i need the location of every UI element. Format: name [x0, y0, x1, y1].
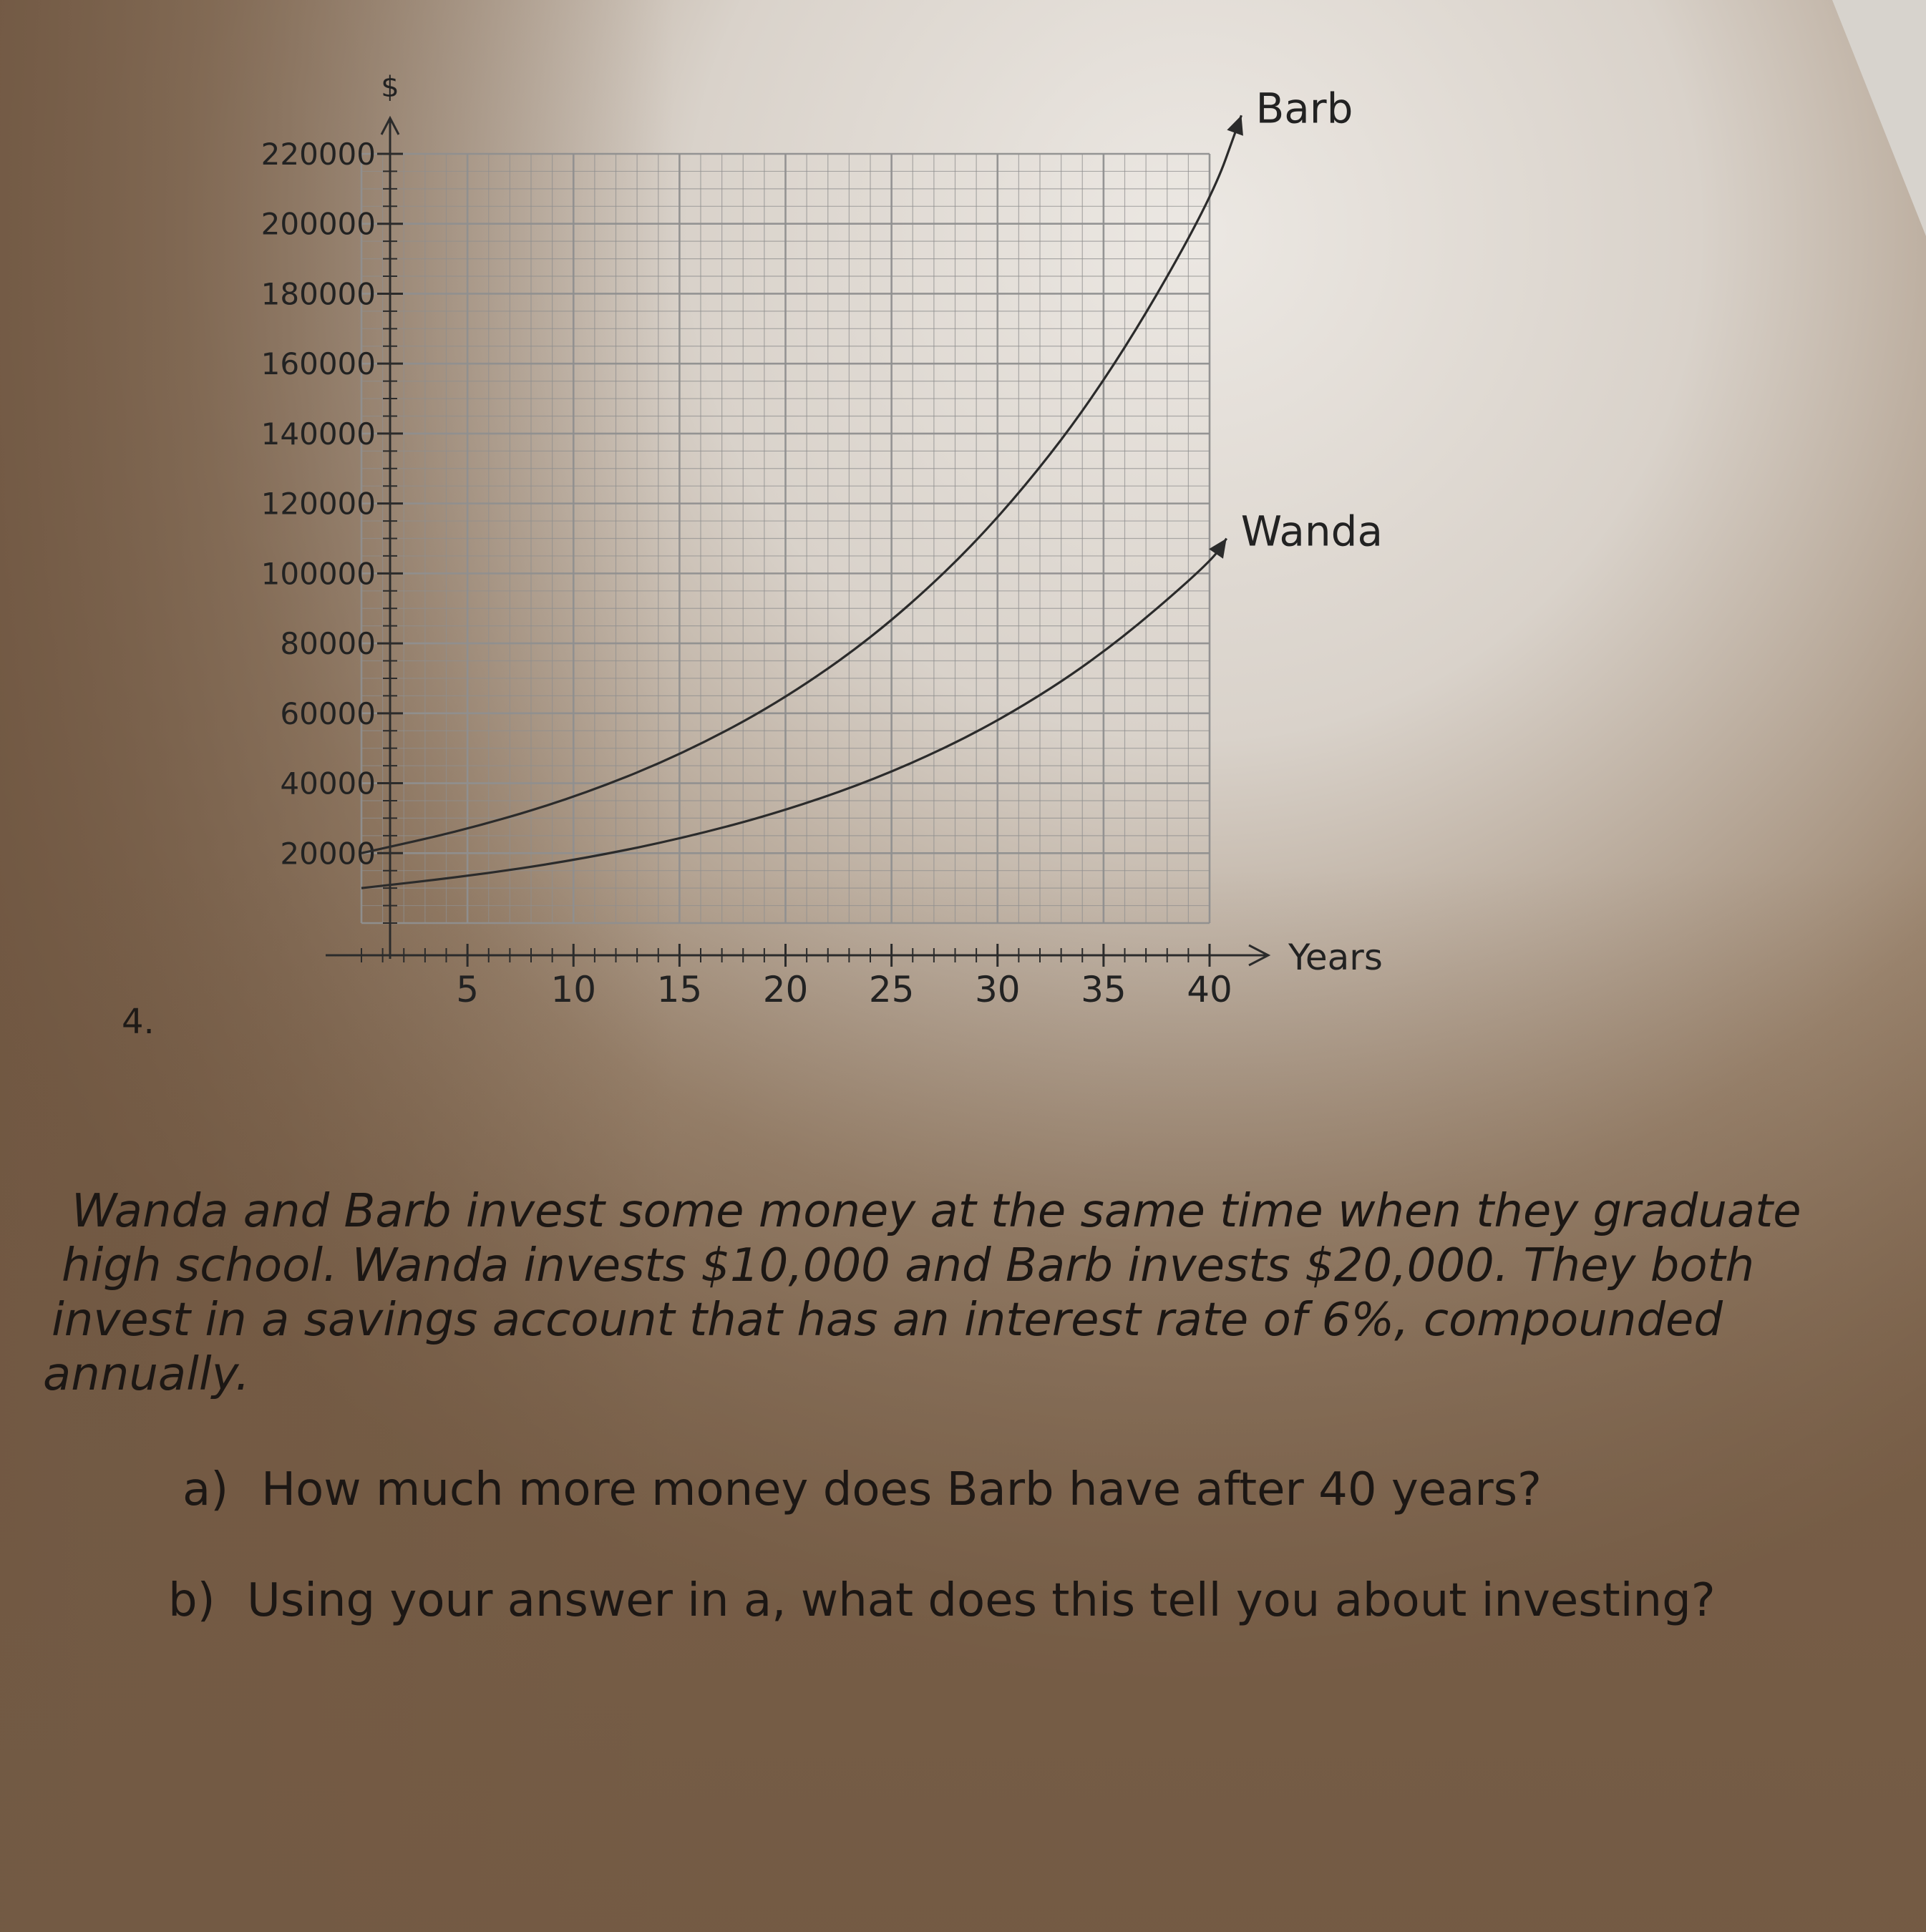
part-a-text: How much more money does Barb have after 40 years?: [261, 1463, 1542, 1516]
part-b-marker: b): [168, 1574, 215, 1627]
y-tick-label: 140000: [261, 416, 376, 452]
x-axis-label: Years: [1288, 937, 1383, 978]
x-tick-label: 15: [656, 969, 703, 1010]
x-tick-label: 5: [456, 969, 480, 1010]
x-axis-ticks: [456, 944, 1232, 1010]
y-tick-label: 80000: [280, 626, 376, 662]
series-arrowhead-barb: [1227, 115, 1243, 136]
series-label-wanda: Wanda: [1240, 507, 1383, 556]
x-tick-label: 30: [974, 969, 1021, 1010]
part-b-text: Using your answer in a, what does this tell you about investing?: [247, 1574, 1716, 1627]
chart-grid: [361, 154, 1210, 923]
x-tick-label: 40: [1187, 969, 1232, 1010]
x-tick-label: 35: [1081, 969, 1127, 1010]
problem-number: 4.: [122, 1002, 155, 1042]
y-axis-ticks: [261, 137, 403, 871]
y-tick-label: 160000: [261, 346, 376, 382]
series-arrowhead-wanda: [1209, 539, 1227, 559]
y-tick-label: 40000: [280, 766, 376, 801]
problem-line-2: high school. Wanda invests $10,000 and Barb invests $20,000. They both: [62, 1239, 1755, 1292]
series-label-barb: Barb: [1255, 84, 1353, 133]
y-tick-label: 180000: [261, 276, 376, 312]
question-part-a: [183, 1463, 1542, 1516]
y-tick-label: 220000: [261, 137, 376, 172]
y-tick-label: 60000: [280, 696, 376, 731]
y-axis-label: $: [381, 71, 399, 104]
y-tick-label: 120000: [261, 486, 376, 522]
x-tick-label: 20: [762, 969, 809, 1010]
problem-line-3: invest in a savings account that has an interest rate of 6%, compounded: [52, 1294, 1723, 1347]
x-tick-label: 10: [550, 969, 597, 1010]
y-tick-label: 20000: [280, 836, 376, 872]
question-part-b: [168, 1574, 1716, 1627]
y-tick-label: 200000: [261, 206, 376, 242]
part-a-marker: a): [183, 1463, 229, 1516]
y-tick-label: 100000: [261, 556, 376, 592]
problem-line-1: Wanda and Barb invest some money at the same time when they graduate: [72, 1185, 1801, 1238]
problem-statement: [43, 1184, 1804, 1402]
x-tick-label: 25: [868, 969, 915, 1010]
series-line-barb: [361, 115, 1241, 853]
problem-line-4: annually.: [43, 1348, 250, 1401]
